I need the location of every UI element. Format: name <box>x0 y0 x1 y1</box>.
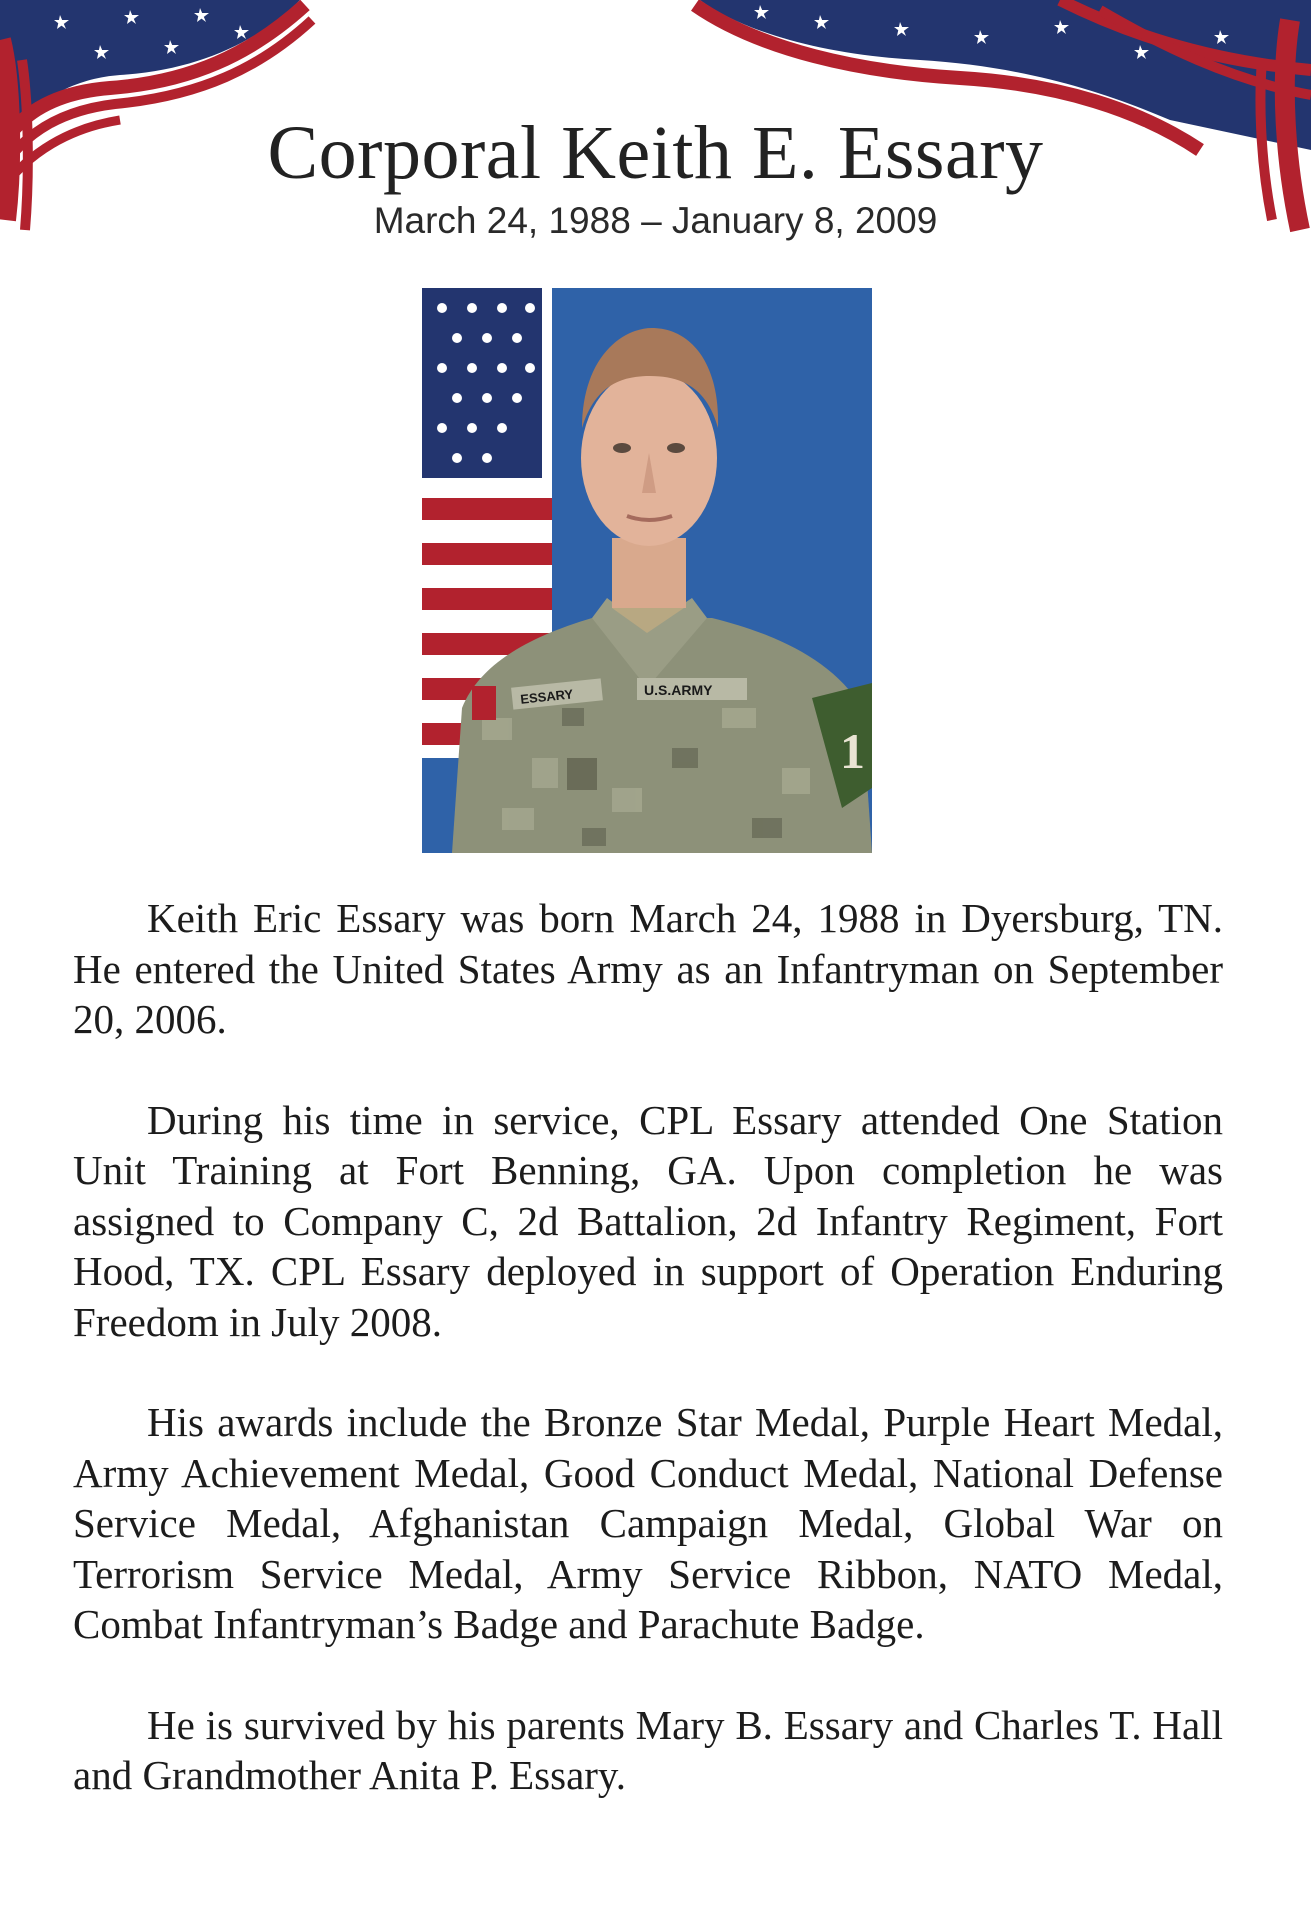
nametape-text: ESSARY <box>519 686 574 707</box>
paragraph-survivors: He is survived by his parents Mary B. Essary and Charles T. Hall and Grandmother Anita P. Essary. <box>73 1701 1223 1798</box>
army-tape-text: U.S.ARMY <box>644 682 713 698</box>
page-title: Corporal Keith E. Essary <box>267 111 1044 195</box>
rank-insignia <box>567 758 597 790</box>
paragraph-birth-enlistment: Keith Eric Essary was born March 24, 1988 in Dyersburg, TN. He entered the United States Army as an Infantryman on September 20, 2006. <box>73 895 1223 1042</box>
portrait-photo <box>422 288 872 853</box>
flag-shoulder-patch <box>472 686 496 720</box>
obituary-body <box>73 893 1223 1851</box>
paragraph-awards: His awards include the Bronze Star Medal, Purple Heart Medal, Army Achievement Medal, Good Conduct Medal, National Defense Service Medal, Afghanistan Campaign Medal, Global War on Terrorism Service Medal, Army Service Ribbon, NATO Medal, Combat Infantryman’s Badge and Parachute Badge. <box>73 1399 1223 1647</box>
division-patch-number: 1 <box>840 723 865 779</box>
life-dates: March 24, 1988 – January 8, 2009 <box>373 200 938 241</box>
paragraph-service: During his time in service, CPL Essary attended One Station Unit Training at Fort Benning, GA. Upon completion he was assigned to Company C, 2d Battalion, 2d Infantry Regiment, Fort Hood, TX. CPL Essary deployed in support of Operation Enduring Freedom in July 2008. <box>73 1096 1223 1345</box>
